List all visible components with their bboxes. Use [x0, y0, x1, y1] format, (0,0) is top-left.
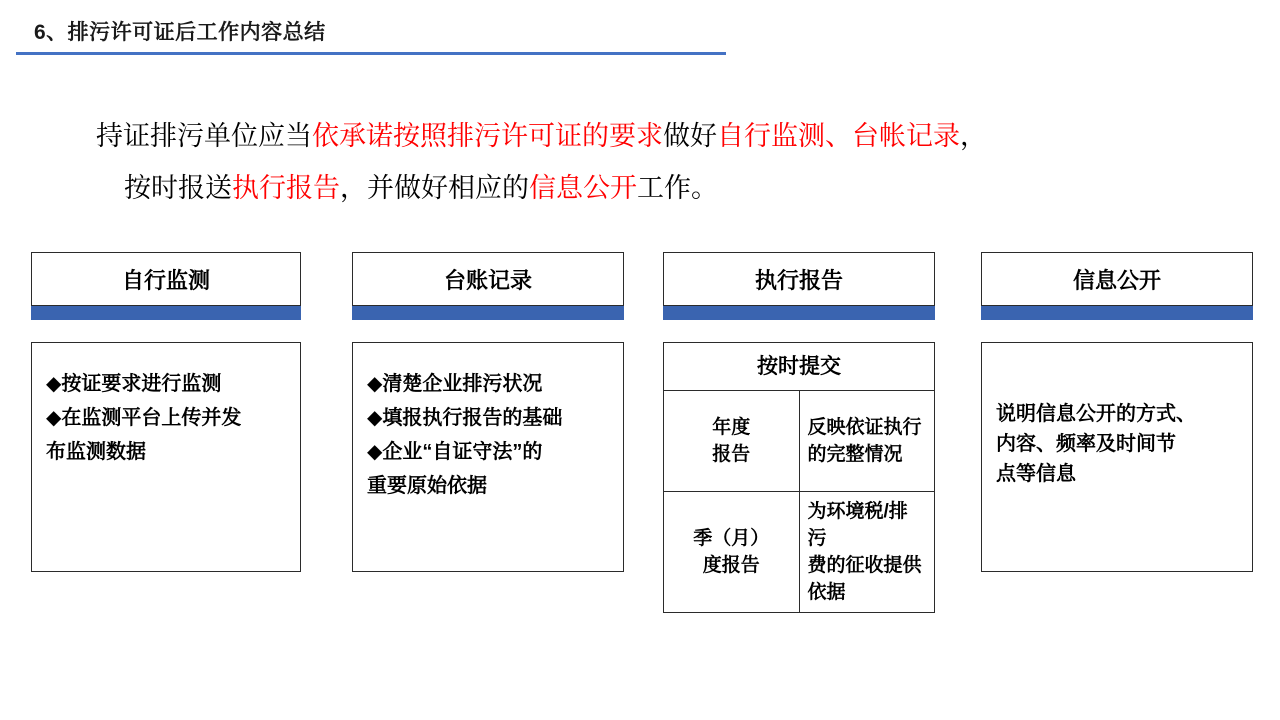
lead2-seg-4: 信息公开	[529, 173, 637, 203]
column-body	[981, 342, 1253, 572]
column-body	[352, 342, 624, 572]
page-title: 6、排污许可证后工作内容总结	[34, 21, 326, 44]
lead2-seg-2: 执行报告	[232, 173, 340, 203]
body-line: ◆清楚企业排污状况	[367, 373, 543, 395]
body-line: ◆企业“自证守法”的	[367, 441, 543, 463]
column-header: 执行报告	[663, 252, 935, 306]
column-body	[31, 342, 301, 572]
row-label: 季（月） 度报告	[664, 492, 800, 613]
row-value: 为环境税/排污 费的征收提供 依据	[799, 492, 935, 613]
lead-seg-3: 做好	[663, 121, 717, 151]
lead2-seg-5: 工作。	[637, 173, 718, 203]
lead-seg-4: 自行监测、台帐记录	[717, 121, 960, 151]
table-head-row	[664, 343, 935, 391]
lead-paragraph-line-2	[124, 162, 1224, 214]
body-line: 内容、频率及时间节	[996, 433, 1176, 455]
lead-paragraph-line-1	[96, 110, 1196, 162]
table-row	[664, 492, 935, 613]
body-line: 说明信息公开的方式、	[996, 403, 1196, 425]
column-header-bar	[663, 306, 935, 320]
lead2-seg-3: ，并做好相应的	[340, 173, 529, 203]
body-line: ◆按证要求进行监测	[46, 373, 222, 395]
column-execution-report	[663, 252, 935, 613]
lead-seg-2: 依承诺按照排污许可证的要求	[312, 121, 663, 151]
table-row	[664, 391, 935, 492]
column-header-bar	[352, 306, 624, 320]
column-header: 台账记录	[352, 252, 624, 306]
title-divider	[16, 52, 726, 55]
column-ledger-record	[352, 252, 624, 572]
lead-seg-1: 持证排污单位应当	[96, 121, 312, 151]
lead2-seg-1: 按时报送	[124, 173, 232, 203]
body-line: ◆在监测平台上传并发	[46, 407, 242, 429]
body-line: 布监测数据	[46, 441, 146, 463]
column-header: 自行监测	[31, 252, 301, 306]
row-label: 年度 报告	[664, 391, 800, 492]
body-line: 点等信息	[996, 463, 1076, 485]
column-information-disclosure	[981, 252, 1253, 572]
lead-seg-5: ，	[960, 121, 987, 151]
execution-report-table	[663, 342, 935, 613]
column-self-monitoring	[31, 252, 301, 572]
body-line: ◆填报执行报告的基础	[367, 407, 563, 429]
column-header-bar	[981, 306, 1253, 320]
column-header-bar	[31, 306, 301, 320]
row-value: 反映依证执行 的完整情况	[799, 391, 935, 492]
table-head-cell: 按时提交	[664, 343, 935, 391]
column-header: 信息公开	[981, 252, 1253, 306]
body-line: 重要原始依据	[367, 475, 487, 497]
